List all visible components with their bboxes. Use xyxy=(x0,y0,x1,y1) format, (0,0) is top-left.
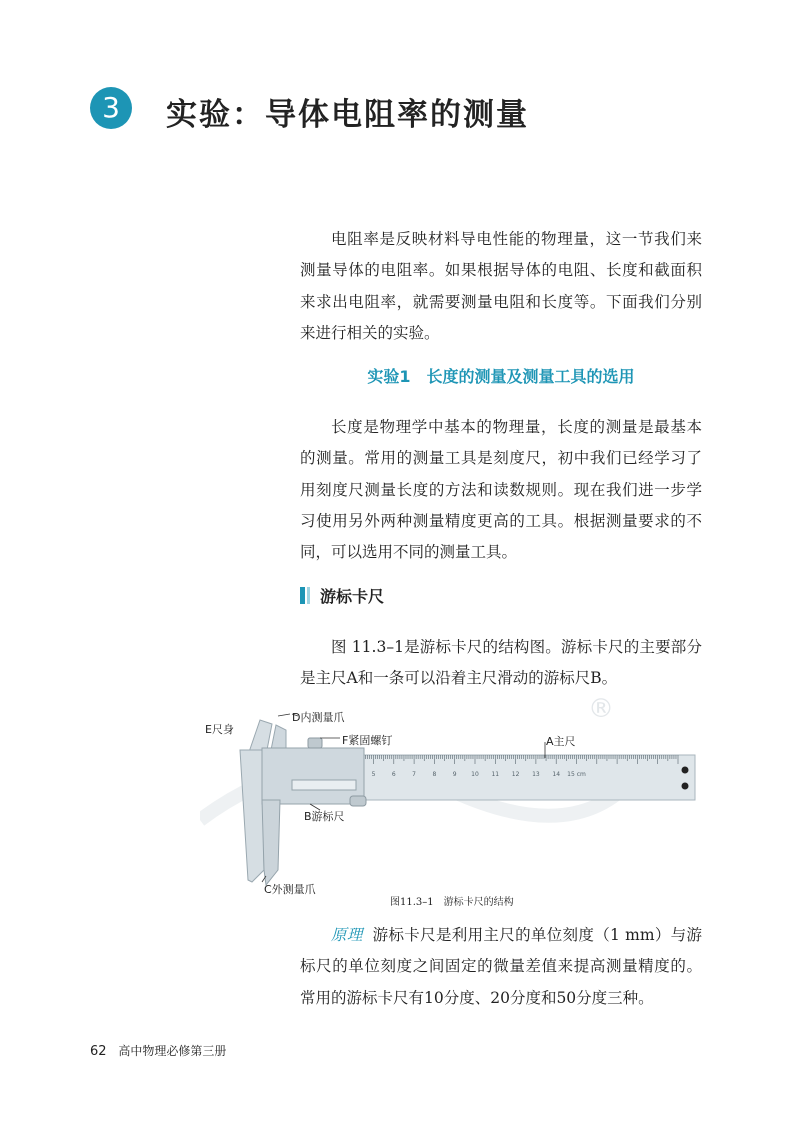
caliper-section-heading xyxy=(300,584,384,607)
vernier-caliper-illustration xyxy=(200,700,710,900)
heading-marker-icon xyxy=(307,587,310,604)
intro-paragraph: 电阻率是反映材料导电性能的物理量，这一节我们来测量导体的电阻率。如果根据导体的电阻、长度和截面积来求出电阻率，就需要测量电阻和长度等。下面我们分别来进行相关的实验。 xyxy=(300,230,702,342)
scale-number: 8 xyxy=(432,771,437,778)
experiment1-heading: 实验1 长度的测量及测量工具的选用 xyxy=(367,367,635,386)
scale-number: 6 xyxy=(391,771,396,778)
scale-number: 5 xyxy=(371,771,376,778)
principle-paragraph xyxy=(300,920,702,1014)
thumb-wheel xyxy=(350,796,366,806)
page-number: 62 xyxy=(90,1044,107,1059)
experiment1-paragraph: 长度是物理学中基本的物理量，长度的测量是最基本的测量。常用的测量工具是刻度尺，初中我们已经学习了用刻度尺测量长度的方法和读数规则。现在我们进一步学习使用另外两种测量精度更高的工具。根据测量要求的不同，可以选用不同的测量工具。 xyxy=(300,418,702,562)
book-title: 高中物理必修第三册 xyxy=(118,1044,227,1058)
heading-marker-icon xyxy=(300,587,305,604)
label-screw: F紧固螺钉 xyxy=(342,734,393,747)
figure-caption: 图11.3–1 游标卡尺的结构 xyxy=(390,897,514,908)
scale-number: 9 xyxy=(452,771,457,778)
scale-number: 7 xyxy=(412,771,417,778)
hole-icon xyxy=(682,783,689,790)
principle-label: 原理 xyxy=(331,926,363,944)
watermark-registered-icon: ® xyxy=(588,694,614,724)
principle-text: 游标卡尺是利用主尺的单位刻度（1 mm）与游标尺的单位刻度之间固定的微量差值来提高测量精度的。常用的游标卡尺有10分度、20分度和50分度三种。 xyxy=(300,926,702,1007)
caliper-heading-text: 游标卡尺 xyxy=(320,587,385,606)
label-inner-jaw: D内测量爪 xyxy=(292,711,345,724)
vernier-slider xyxy=(262,748,364,804)
scale-number: 15 cm xyxy=(567,771,586,778)
scale-number: 13 xyxy=(532,771,540,778)
label-outer-jaw: C外测量爪 xyxy=(264,883,316,896)
chapter-number-badge: 3 xyxy=(90,87,132,129)
label-body: E尺身 xyxy=(205,723,234,736)
vernier-caliper-figure xyxy=(200,694,710,900)
caliper-body xyxy=(240,750,264,882)
page-footer xyxy=(90,1042,226,1059)
scale-number: 11 xyxy=(491,771,500,778)
vernier-scale-window xyxy=(292,780,356,790)
label-main-scale: A主尺 xyxy=(546,735,576,748)
hole-icon xyxy=(682,767,689,774)
scale-number: 14 xyxy=(552,771,561,778)
scale-number: 12 xyxy=(511,771,520,778)
scale-number: 10 xyxy=(471,771,479,778)
locking-screw xyxy=(308,738,322,748)
label-vernier: B游标尺 xyxy=(304,810,345,823)
caliper-paragraph: 图 11.3–1是游标卡尺的结构图。游标卡尺的主要部分是主尺A和一条可以沿着主尺滑动的游标尺B。 xyxy=(300,638,702,688)
chapter-title: 实验：导体电阻率的测量 xyxy=(166,97,529,133)
outer-jaw-sliding xyxy=(262,800,280,885)
